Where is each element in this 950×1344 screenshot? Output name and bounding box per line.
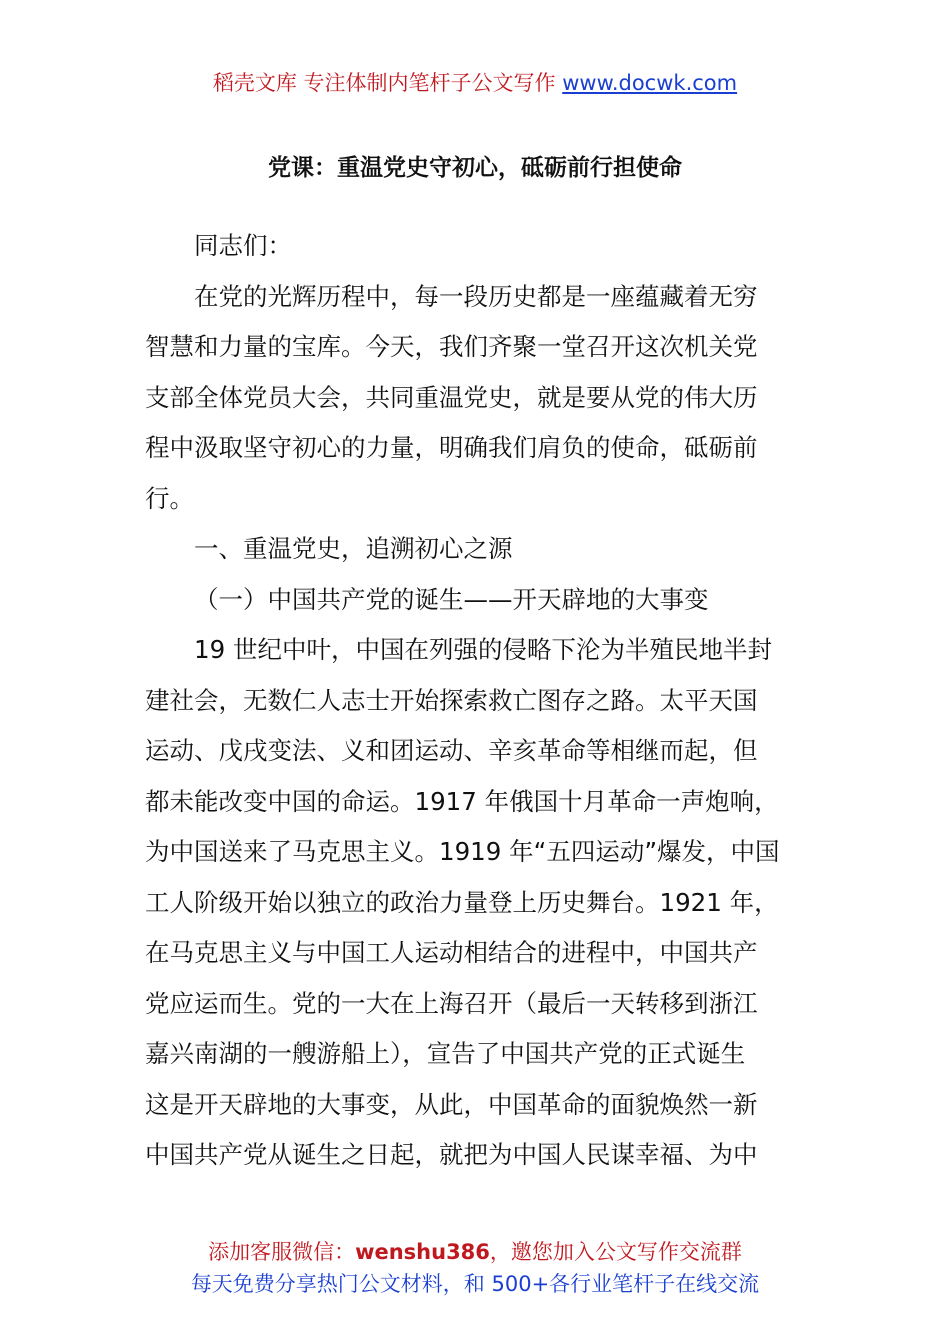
paragraph-line: 智慧和力量的宝库。今天，我们齐聚一堂召开这次机关党	[145, 332, 758, 361]
footer-wechat-suffix: ，邀您加入公文写作交流群	[489, 1240, 742, 1264]
salutation: 同志们：	[194, 231, 292, 260]
header-site-link[interactable]: www.docwk.com	[562, 71, 738, 95]
paragraph-line: 党应运而生。党的一大在上海召开（最后一天转移到浙江	[145, 988, 758, 1018]
footer-line-share: 每天免费分享热门公文材料，和 500+各行业笔杆子在线交流	[190, 1272, 760, 1296]
paragraph-line: 为中国送来了马克思主义。1919 年“五四运动”爆发，中国	[145, 837, 780, 866]
document-body	[145, 221, 807, 1181]
paragraph-line: 建社会，无数仁人志士开始探索救亡图存之路。太平天国	[145, 685, 758, 715]
paragraph-line: 19 世纪中叶，中国在列强的侵略下沦为半殖民地半封	[194, 635, 772, 664]
footer-line-wechat	[0, 1236, 950, 1268]
paragraph-line: 嘉兴南湖的一艘游船上），宣告了中国共产党的正式诞生	[145, 1039, 746, 1068]
paragraph-line: 工人阶级开始以独立的政治力量登上历史舞台。1921 年，	[145, 887, 779, 917]
paragraph-line: 都未能改变中国的命运。1917 年俄国十月革命一声炮响，	[145, 786, 779, 816]
paragraph-line: 运动、戊戌变法、义和团运动、辛亥革命等相继而起，但	[145, 736, 758, 765]
paragraph-line: 这是开天辟地的大事变，从此，中国革命的面貌焕然一新	[145, 1089, 758, 1119]
section-heading: 一、重温党史，追溯初心之源	[194, 534, 513, 563]
footer-wechat-id: wenshu386	[355, 1240, 490, 1264]
header-brand-text: 稻壳文库 专注体制内笔杆子公文写作	[212, 71, 563, 95]
paragraph-line: 程中汲取坚守初心的力量，明确我们肩负的使命，砥砺前	[145, 433, 758, 462]
paragraph-line: 中国共产党从诞生之日起，就把为中国人民谋幸福、为中	[145, 1140, 758, 1169]
document-title: 党课：重温党史守初心，砥砺前行担使命	[268, 155, 682, 181]
paragraph-line: 在马克思主义与中国工人运动相结合的进程中，中国共产	[145, 938, 758, 967]
footer-wechat-prefix: 添加客服微信：	[208, 1240, 356, 1264]
paragraph-line: 行。	[145, 483, 194, 513]
subsection-heading: （一）中国共产党的诞生——开天辟地的大事变	[194, 584, 709, 614]
page-header	[0, 68, 950, 98]
page-footer	[0, 1236, 950, 1300]
paragraph-line: 支部全体党员大会，共同重温党史，就是要从党的伟大历	[145, 382, 758, 412]
paragraph-line: 在党的光辉历程中，每一段历史都是一座蕴藏着无穷	[194, 281, 758, 311]
